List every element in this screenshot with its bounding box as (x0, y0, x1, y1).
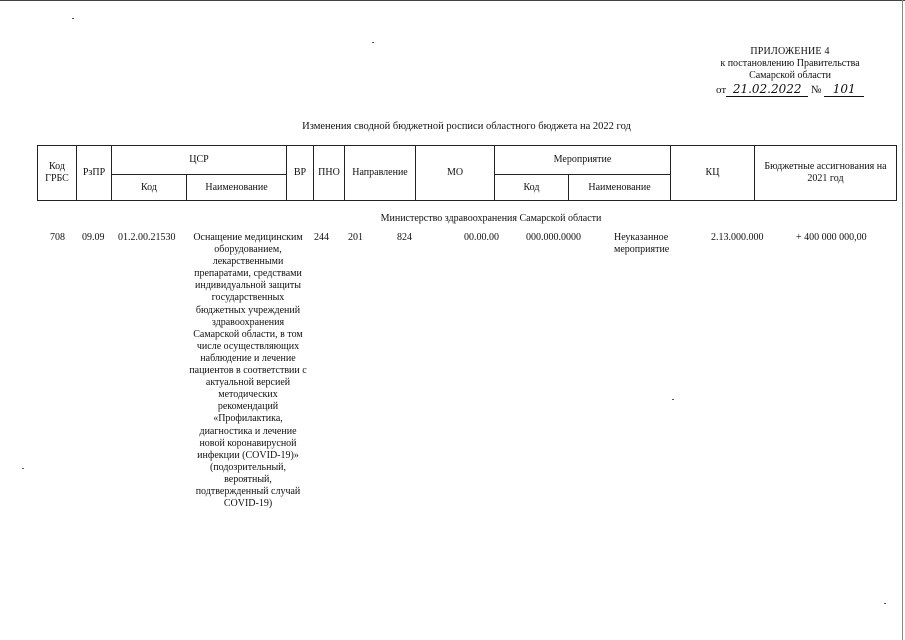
cell-budget-sum: + 400 000 000,00 (796, 232, 867, 243)
header-mo: МО (416, 146, 495, 201)
header-csr-code: Код (112, 175, 187, 201)
budget-table-header (37, 145, 897, 201)
scan-speck (372, 42, 374, 43)
appendix-title: ПРИЛОЖЕНИЕ 4 (750, 46, 830, 57)
scan-speck (884, 603, 886, 604)
appendix-line-2: Самарской области (749, 70, 831, 81)
cell-grbs: 708 (50, 232, 65, 243)
date-prefix: от (716, 84, 727, 96)
header-event-code: Код (495, 175, 569, 201)
ministry-heading: Министерство здравоохранения Самарской области (380, 213, 602, 224)
date-value: 21.02.2022 (726, 82, 808, 97)
scan-speck (22, 468, 24, 469)
page-right-border (902, 0, 903, 640)
header-budget: Бюджетные ассигнования на 2021 год (755, 146, 897, 201)
scan-speck (672, 399, 674, 400)
header-rzpr: РзПР (77, 146, 112, 201)
header-napr: Направление (345, 146, 416, 201)
number-value: 101 (824, 82, 864, 97)
header-event-name: Наименование (569, 175, 671, 201)
cell-vr: 244 (314, 232, 329, 243)
header-vr: ВР (287, 146, 314, 201)
appendix-line-1: к постановлению Правительства (720, 58, 860, 69)
header-kc: КЦ (671, 146, 755, 201)
header-grbs: Код ГРБС (38, 146, 77, 201)
cell-event-name: Неуказанное мероприятие (614, 232, 670, 256)
header-csr-name: Наименование (187, 175, 287, 201)
number-label: № (810, 84, 822, 96)
cell-csr-name: Оснащение медицинским оборудованием, лекарственными препаратами, средствами индивидуальной защиты государственных бюджетных учреждений здравоохранения Самарской области, в том числе осуществляющих наблюдение и лечение пациентов в соответствии с актуальной версией методических рекомендаций «Профилактика, диагностика и лечение новой коронавирусной инфекции (COVID-19)» (подозрительный, вероятный, подтвержденный случай COVID-19) (189, 232, 307, 510)
cell-mo: 00.00.00 (464, 232, 499, 243)
decree-date-number (716, 82, 864, 97)
cell-event-code: 000.000.0000 (526, 232, 581, 243)
cell-kc: 2.13.000.000 (711, 232, 764, 243)
cell-rzpr: 09.09 (82, 232, 105, 243)
scan-speck (72, 18, 74, 19)
document-title: Изменения сводной бюджетной росписи областного бюджета на 2022 год (302, 121, 631, 132)
appendix-block (690, 46, 890, 82)
cell-pno: 201 (348, 232, 363, 243)
header-event: Мероприятие (495, 146, 671, 175)
cell-csr-code: 01.2.00.21530 (118, 232, 176, 243)
cell-napr: 824 (397, 232, 412, 243)
header-pno: ПНО (314, 146, 345, 201)
page-top-border (0, 0, 905, 1)
header-csr: ЦСР (112, 146, 287, 175)
